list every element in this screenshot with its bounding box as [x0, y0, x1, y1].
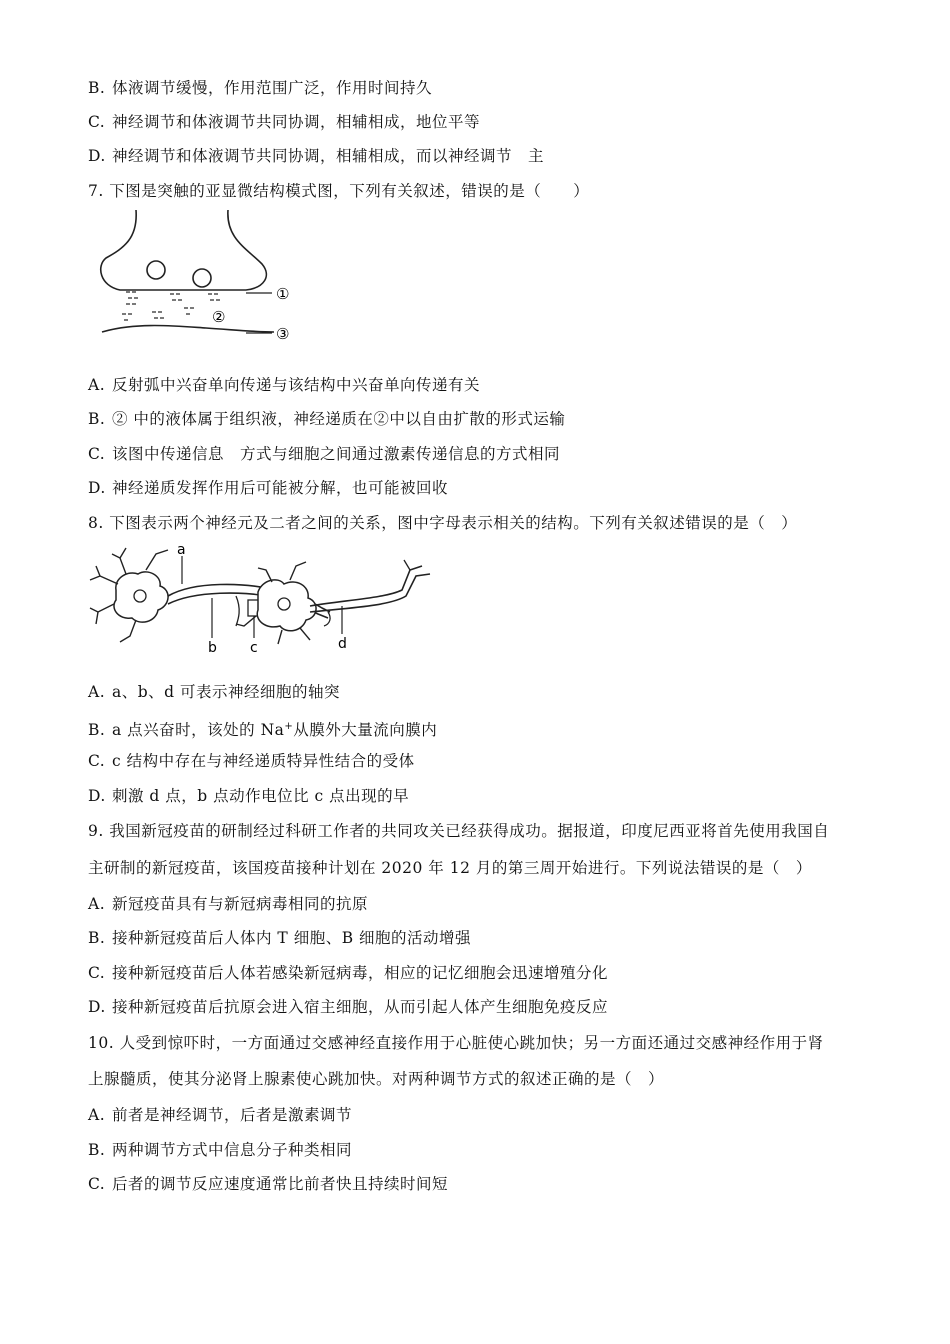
- q8-option-a: A. a、b、d 可表示神经细胞的轴突: [88, 683, 341, 701]
- q6-option-d: D. 神经调节和体液调节共同协调，相辅相成，而以神经调节 主: [88, 147, 545, 165]
- q8-option-b: B. a 点兴奋时，该处的 Na+从膜外大量流向膜内: [88, 721, 438, 740]
- q8-option-d: D. 刺激 d 点，b 点动作电位比 c 点出现的早: [88, 787, 410, 805]
- q7-option-b: B. ② 中的液体属于组织液，神经递质在②中以自由扩散的形式运输: [88, 410, 566, 428]
- two-neurons-diagram: [86, 540, 436, 660]
- q10-option-c: C. 后者的调节反应速度通常比前者快且持续时间短: [88, 1175, 449, 1193]
- q9-option-d: D. 接种新冠疫苗后抗原会进入宿主细胞，从而引起人体产生细胞免疫反应: [88, 998, 609, 1016]
- neuron-1-body: [114, 572, 168, 622]
- q9-stem-line-1: 9. 我国新冠疫苗的研制经过科研工作者的共同攻关已经获得成功。据报道，印度尼西亚将首先使用我国自: [88, 822, 830, 840]
- presynaptic-membrane: [101, 210, 267, 290]
- q6-option-c: C. 神经调节和体液调节共同协调，相辅相成，地位平等: [88, 113, 481, 131]
- q7-option-a: A. 反射弧中兴奋单向传递与该结构中兴奋单向传递有关: [88, 376, 481, 394]
- neuron-2-body: [257, 580, 316, 631]
- q7-option-d: D. 神经递质发挥作用后可能被分解，也可能被回收: [88, 479, 449, 497]
- q9-option-a: A. 新冠疫苗具有与新冠病毒相同的抗原: [88, 895, 369, 913]
- label-2: ②: [212, 308, 226, 326]
- label-c: c: [250, 640, 258, 656]
- q9-option-b: B. 接种新冠疫苗后人体内 T 细胞、B 细胞的活动增强: [88, 929, 472, 947]
- synaptic-vesicle: [147, 261, 165, 279]
- q8-option-c: C. c 结构中存在与神经递质特异性结合的受体: [88, 752, 415, 770]
- q10-option-a: A. 前者是神经调节，后者是激素调节: [88, 1106, 353, 1124]
- q8-stem: 8. 下图表示两个神经元及二者之间的关系，图中字母表示相关的结构。下列有关叙述错误的是（ ）: [88, 514, 798, 532]
- q10-stem-line-2: 上腺髓质，使其分泌肾上腺素使心跳加快。对两种调节方式的叙述正确的是（ ）: [88, 1070, 665, 1088]
- neurotransmitter-molecules: [122, 292, 220, 320]
- label-a: a: [177, 542, 186, 558]
- q7-stem: 7. 下图是突触的亚显微结构模式图，下列有关叙述，错误的是（ ）: [88, 182, 590, 200]
- q6-option-b: B. 体液调节缓慢，作用范围广泛，作用时间持久: [88, 79, 433, 97]
- label-1: ①: [276, 285, 290, 303]
- q10-stem-line-1: 10. 人受到惊吓时，一方面通过交感神经直接作用于心脏使心跳加快；另一方面还通过交感神经作用于肾: [88, 1034, 824, 1052]
- q7-option-c: C. 该图中传递信息 方式与细胞之间通过激素传递信息的方式相同: [88, 445, 561, 463]
- label-d: d: [338, 636, 347, 652]
- q9-stem-line-2: 主研制的新冠疫苗，该国疫苗接种计划在 2020 年 12 月的第三周开始进行。下列说法错误的是（ ）: [88, 859, 812, 877]
- neuron-2-axon: [310, 566, 422, 606]
- synapse-diagram: [96, 208, 306, 348]
- q10-option-b: B. 两种调节方式中信息分子种类相同: [88, 1141, 353, 1159]
- q9-option-c: C. 接种新冠疫苗后人体若感染新冠病毒，相应的记忆细胞会迅速增殖分化: [88, 964, 609, 982]
- synaptic-vesicle: [193, 269, 211, 287]
- postsynaptic-membrane: [102, 326, 274, 333]
- label-b: b: [208, 640, 217, 656]
- label-3: ③: [276, 325, 290, 343]
